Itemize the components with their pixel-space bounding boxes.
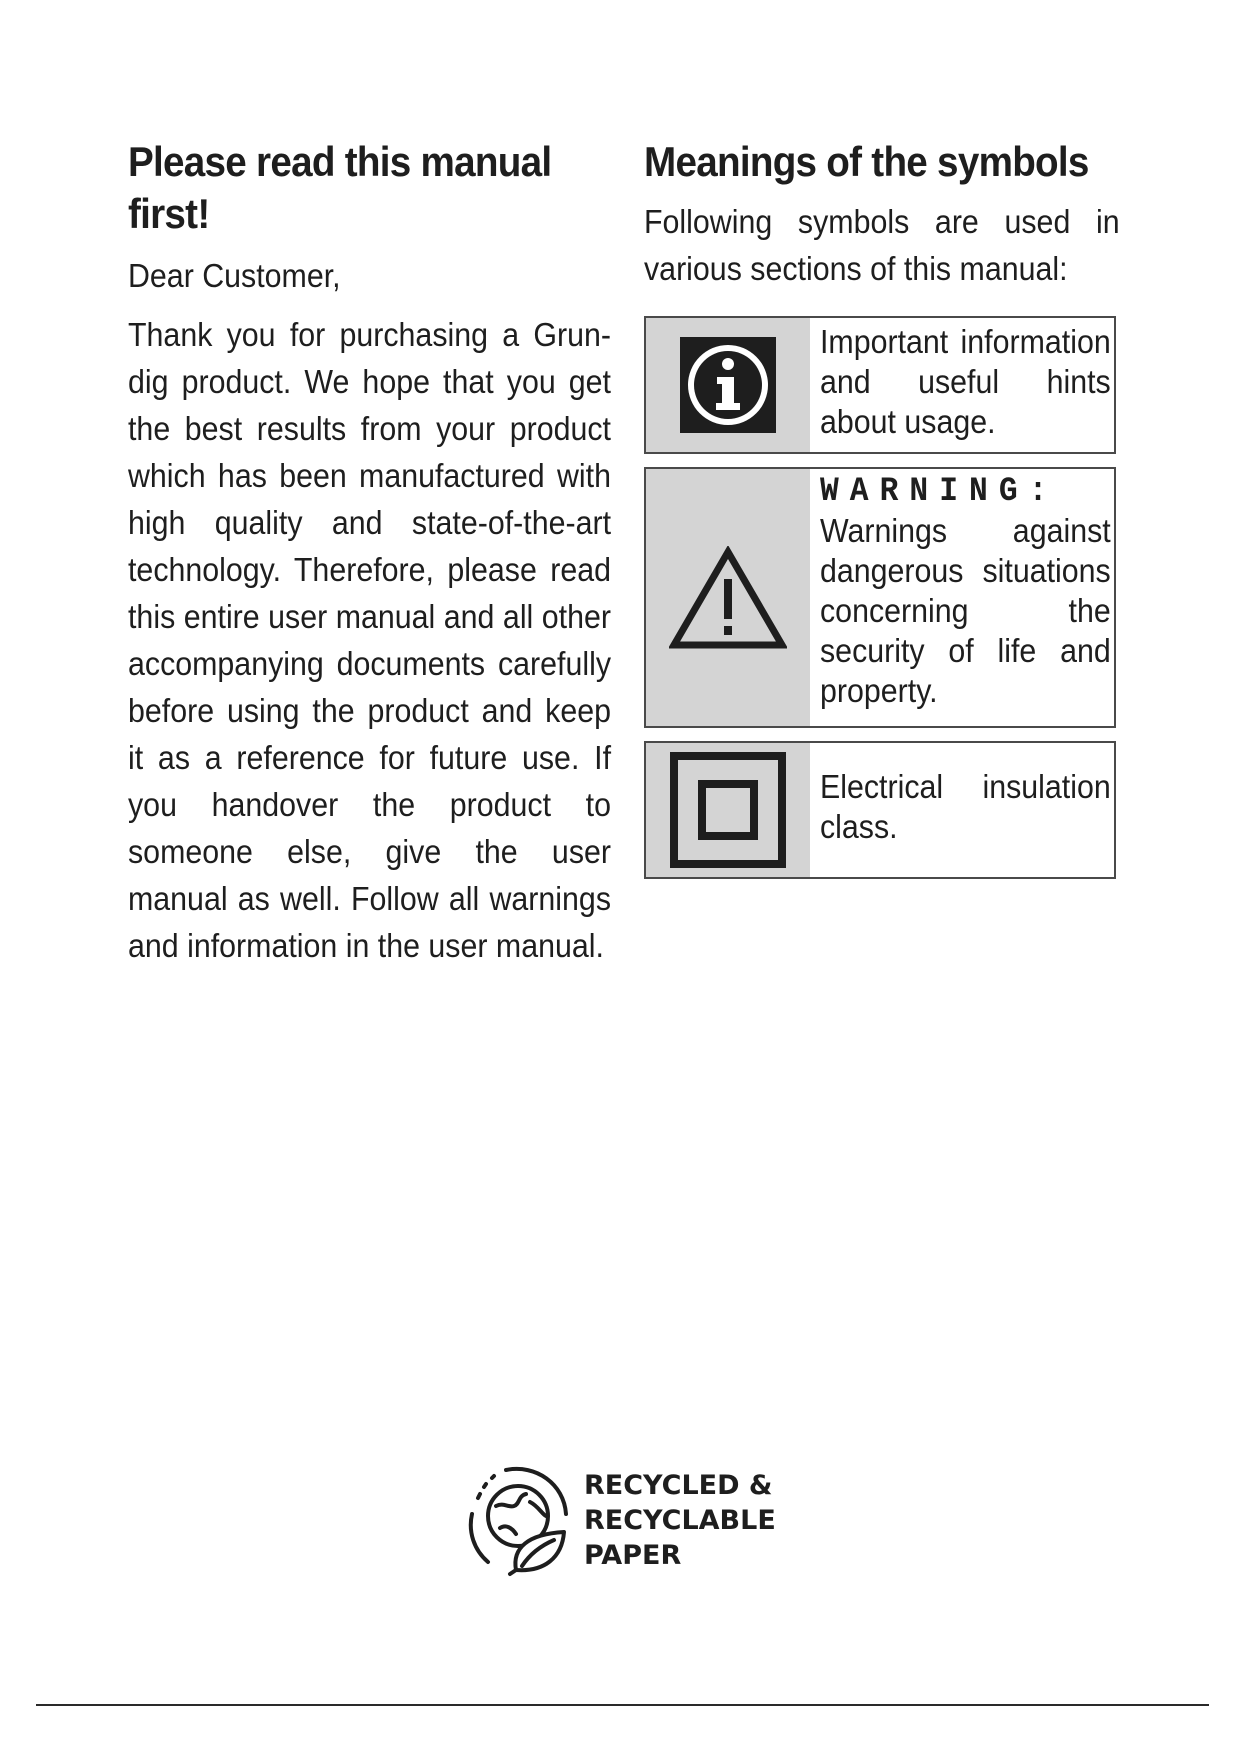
intro-paragraph: Thank you for purchasing a Grundig product. We hope that you get the best results from your product which has been manufactured with high quality and state-of-the-art technology. Therefore, please read this entire user manual and all other accompanying documents carefully before using the product and keep it as a reference for future use. If you handover the product to someone else, give the user manual as well. Follow all warnings and information in the user manual. — [128, 316, 611, 964]
intro-heading-line2: first! — [128, 190, 210, 237]
intro-heading-line1: Please read this manual — [128, 138, 552, 185]
symbol-row-warning — [644, 467, 1116, 728]
symbol-row-insulation — [644, 741, 1116, 879]
symbol-description-info: Important information and useful hints about usage. — [820, 323, 1111, 440]
recycle-line1: RECYCLED & — [584, 1469, 773, 1501]
recycled-paper-badge — [466, 1462, 776, 1578]
recycled-paper-icon — [466, 1462, 574, 1578]
greeting: Dear Customer, — [128, 257, 341, 294]
symbols-heading: Meanings of the symbols — [644, 138, 1089, 185]
recycled-paper-text — [584, 1468, 776, 1573]
symbol-description-insulation: Electrical insulation class. — [820, 768, 1111, 845]
recycle-line2: RECYCLABLE — [584, 1504, 776, 1536]
warning-label: WARNING: — [820, 473, 1059, 511]
double-insulation-icon — [670, 752, 786, 868]
recycle-line3: PAPER — [584, 1539, 682, 1571]
symbol-description-warning: Warnings against dangerous situations concerning the security of life and property. — [820, 512, 1111, 709]
symbols-intro: Following symbols are used in various sections of this manual: — [644, 203, 1120, 287]
symbols-section — [644, 136, 1120, 292]
footer-divider — [36, 1704, 1209, 1706]
info-icon — [680, 337, 776, 433]
symbol-cell-warning — [646, 469, 810, 726]
symbol-cell-info — [646, 318, 810, 452]
intro-section — [128, 136, 611, 969]
warning-triangle-icon — [669, 546, 787, 650]
symbol-text-info — [810, 318, 1114, 452]
symbol-text-insulation — [810, 743, 1114, 877]
intro-heading — [128, 136, 616, 240]
symbol-text-warning — [810, 469, 1114, 726]
symbol-row-info — [644, 316, 1116, 454]
symbol-cell-insulation — [646, 743, 810, 877]
